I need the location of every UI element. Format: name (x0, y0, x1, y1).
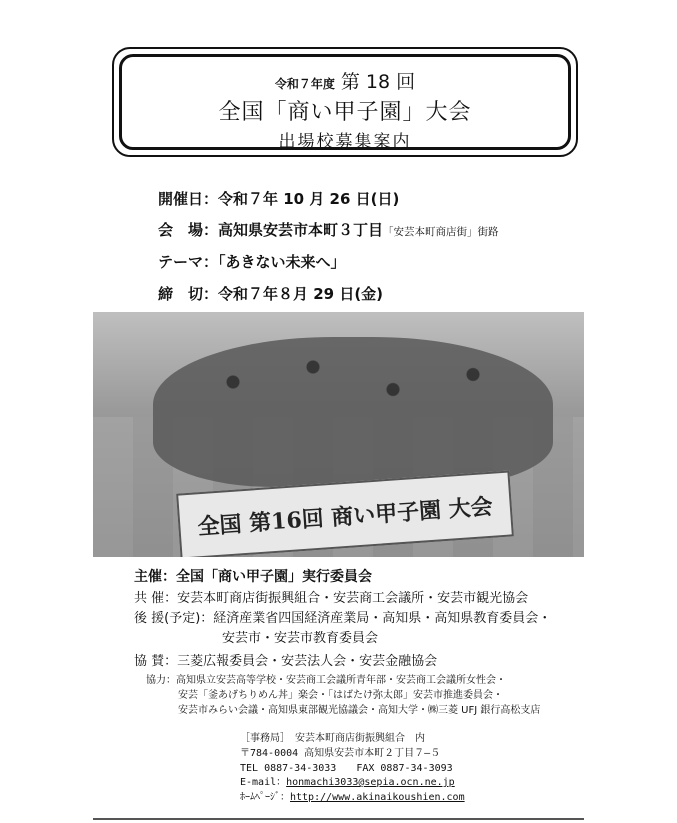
info-deadline: 締 切：令和７年８月 29 日(金) (158, 285, 384, 303)
organizer-sponsor: 協 賛：三菱広報委員会・安芸法人会・安芸金融協会 (134, 654, 438, 669)
info-venue-note: 「安芸本町商店街」街路 (383, 226, 499, 238)
info-venue-line (158, 219, 499, 240)
title-inner-frame (119, 54, 571, 150)
group-photo (93, 312, 584, 557)
organizer-coop-1: 協力：高知県立安芸高等学校・安芸商工会議所青年部・安芸商工会議所女性会・ (146, 675, 506, 686)
info-theme: テーマ：「あきない未来へ」 (158, 253, 346, 271)
title-era: 令和７年度 (274, 77, 335, 91)
office-web-label: ﾎｰﾑﾍﾟｰｼﾞ： (240, 792, 290, 803)
organizer-support-1: 後 援(予定)：経済産業省四国経済産業局・高知県・高知県教育委員会・ (134, 611, 552, 626)
office-web-link[interactable]: http://www.akinaikoushien.com (290, 792, 465, 803)
title-subtitle: 出場校募集案内 (278, 132, 412, 152)
organizer-host: 主催：全国「商い甲子園」実行委員会 (134, 569, 372, 585)
organizer-coop-2: 安芸「釜あげちりめん丼」楽会・「はばたけ弥太郎」安芸市推進委員会・ (178, 690, 503, 701)
photo-banner-text: 全国 第16回 商い甲子園 大会 (196, 493, 494, 540)
crowd-of-students (153, 337, 553, 487)
info-date: 開催日：令和７年 10 月 26 日(日) (158, 190, 400, 208)
office-email-link[interactable]: honmachi3033@sepia.ocn.ne.jp (286, 777, 455, 788)
office-address: 〒784-0004 高知県安芸市本町２丁目７―５ (240, 748, 441, 759)
office-web-line (240, 788, 465, 803)
organizer-support-2: 安芸市・安芸市教育委員会 (222, 631, 379, 646)
office-email-label: E-mail： (240, 777, 287, 788)
organizer-co-host: 共 催：安芸本町商店街振興組合・安芸商工会議所・安芸市観光協会 (134, 591, 529, 606)
title-frame (112, 47, 578, 157)
title-event: 全国「商い甲子園」大会 (218, 100, 472, 125)
info-venue: 会 場：高知県安芸市本町３丁目 (158, 221, 384, 239)
title-edition: 第 18 回 (340, 71, 416, 93)
office-email-line (240, 773, 455, 788)
office-phone: TEL 0887-34-3033 FAX 0887-34-3093 (240, 763, 453, 774)
organizer-coop-3: 安芸市みらい会議・高知県東部観光協議会・高知大学・㈱三菱 UFJ 銀行高松支店 (178, 705, 541, 716)
office-label: ［事務局］ 安芸本町商店街振興組合 内 (240, 733, 425, 744)
title-edition-line (122, 67, 568, 94)
bottom-divider (93, 818, 584, 820)
